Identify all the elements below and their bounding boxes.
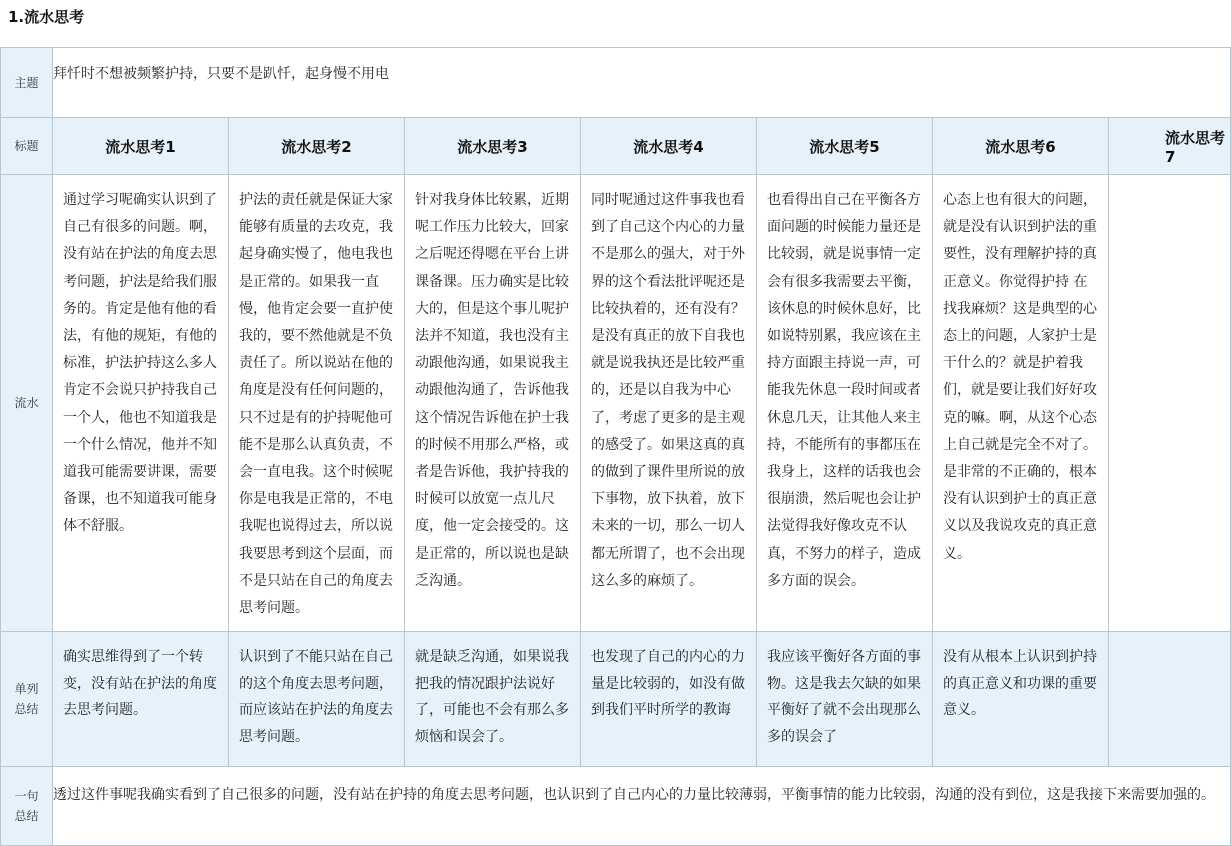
flow-cell-5 — [757, 175, 933, 632]
column-title-7: 流水思考7 — [1109, 118, 1231, 175]
column-title-1: 流水思考1 — [53, 118, 229, 175]
summary-text-4: 也发现了自己的内心的力量是比较弱的，如没有做到我们平时所学的教诲 — [591, 649, 745, 718]
column-title-4: 流水思考4 — [581, 118, 757, 175]
flow-text-6: 心态上也有很大的问题，就是没有认识到护法的重要性，没有理解护持的真正意义。你觉得护持 在找我麻烦？这是典型的心态上的问题，人家护士是干什么的？就是护着我们，就是要让我们好好攻克的嘛。啊，从这个心态上自己就是完全不对了。是非常的不正确的，根本没有认识到护士的真正意义以及我说攻克的真正意义。 — [943, 192, 1097, 562]
topic-label: 主题 — [1, 48, 53, 118]
summary-text-3: 就是缺乏沟通，如果说我把我的情况跟护法说好了，可能也不会有那么多烦恼和误会了。 — [415, 649, 569, 745]
flow-text-5: 也看得出自己在平衡各方面问题的时候能力量还是比较弱，就是说事情一定会有很多我需要去平衡，该休息的时候休息好，比如说特别累，我应该在主持方面跟主持说一声，可能我先休息一段时间或者休息几天，让其他人来主持，不能所有的事都压在我身上，这样的话我也会很崩溃，然后呢也会让护法觉得我好像攻克不认真，不努力的样子，造成多方面的误会。 — [767, 192, 921, 589]
summary-text-5: 我应该平衡好各方面的事物。这是我去欠缺的如果平衡好了就不会出现那么多的误会了 — [767, 649, 921, 745]
summary-text-2: 认识到了不能只站在自己的这个角度去思考问题，而应该站在护法的角度去思考问题。 — [239, 649, 393, 745]
column-title-3: 流水思考3 — [405, 118, 581, 175]
column-title-2: 流水思考2 — [229, 118, 405, 175]
summary-text-7 — [1109, 632, 1230, 644]
one-sentence-text: 透过这件事呢我确实看到了自己很多的问题，没有站在护持的角度去思考问题，也认识到了自己内心的力量比较薄弱，平衡事情的能力比较弱，沟通的没有到位，这是我接下来需要加强的。 — [53, 767, 1231, 846]
column-summary-label — [1, 632, 53, 767]
one-sentence-summary-row — [1, 767, 1231, 846]
summary-cell-5 — [757, 632, 933, 767]
column-title-5: 流水思考5 — [757, 118, 933, 175]
heading-row — [1, 118, 1231, 175]
topic-text: 拜忏时不想被频繁护持，只要不是趴忏，起身慢不用电 — [53, 48, 1231, 118]
page-title: 1.流水思考 — [8, 8, 85, 26]
summary-cell-6 — [933, 632, 1109, 767]
heading-label: 标题 — [1, 118, 53, 175]
summary-text-6: 没有从根本上认识到护持的真正意义和功课的重要意义。 — [943, 649, 1097, 718]
summary-cell-4 — [581, 632, 757, 767]
flow-cell-3 — [405, 175, 581, 632]
flow-cell-2 — [229, 175, 405, 632]
flow-label: 流水 — [1, 175, 53, 632]
reflection-table — [0, 47, 1231, 846]
column-title-6: 流水思考6 — [933, 118, 1109, 175]
topic-row — [1, 48, 1231, 118]
summary-cell-3 — [405, 632, 581, 767]
one-sentence-label-line2: 总结 — [14, 809, 39, 823]
flow-text-3: 针对我身体比较累，近期呢工作压力比较大，回家之后呢还得嗯在平台上讲课备课。压力确实是比较大的，但是这个事儿呢护法并不知道，我也没有主动跟他沟通，如果说我主动跟他沟通了，告诉他我这个情况告诉他在护士我的时候不用那么严格，或者是告诉他，我护持我的时候可以放宽一点儿尺度，他一定会接受的。这是正常的，所以说也是缺乏沟通。 — [415, 192, 569, 589]
one-sentence-label — [1, 767, 53, 846]
flow-cell-6 — [933, 175, 1109, 632]
flow-cell-4 — [581, 175, 757, 632]
summary-cell-2 — [229, 632, 405, 767]
one-sentence-label-line1: 一句 — [14, 789, 39, 803]
flow-cell-7 — [1109, 175, 1231, 632]
column-summary-row — [1, 632, 1231, 767]
summary-text-1: 确实思维得到了一个转变，没有站在护法的角度去思考问题。 — [63, 649, 217, 718]
flow-row — [1, 175, 1231, 632]
column-summary-label-line1: 单列 — [14, 682, 39, 696]
summary-cell-1 — [53, 632, 229, 767]
flow-text-1: 通过学习呢确实认识到了自己有很多的问题。啊，没有站在护法的角度去思考问题，护法是给我们服务的。肯定是他有他的看法，有他的规矩，有他的标准，护法护持这么多人肯定不会说只护持我自己一个人，他也不知道我是一个什么情况，他并不知道我可能需要讲课，需要备课，也不知道我可能身体不舒服。 — [63, 192, 217, 535]
flow-cell-1 — [53, 175, 229, 632]
flow-text-2: 护法的责任就是保证大家能够有质量的去攻克，我起身确实慢了，他电我也是正常的。如果我一直慢，他肯定会要一直护使我的，要不然他就是不负责任了。所以说站在他的角度是没有任何问题的，只不过是有的护持呢他可能不是那么认真负责，不会一直电我。这个时候呢你是电我是正常的，不电我呢也说得过去，所以说我要思考到这个层面，而不是只站在自己的角度去思考问题。 — [239, 192, 393, 617]
flow-text-7 — [1109, 175, 1230, 187]
column-summary-label-line2: 总结 — [14, 702, 39, 716]
summary-cell-7 — [1109, 632, 1231, 767]
flow-text-4: 同时呢通过这件事我也看到了自己这个内心的力量不是那么的强大，对于外界的这个看法批评呢还是比较执着的，还有没有？是没有真正的放下自我也就是说我执还是比较严重的，还是以自我为中心了，考虑了更多的是主观的感受了。如果这真的真的做到了课件里所说的放下事物，放下执着，放下未来的一切，那么一切人都无所谓了，也不会出现这么多的麻烦了。 — [591, 192, 745, 589]
